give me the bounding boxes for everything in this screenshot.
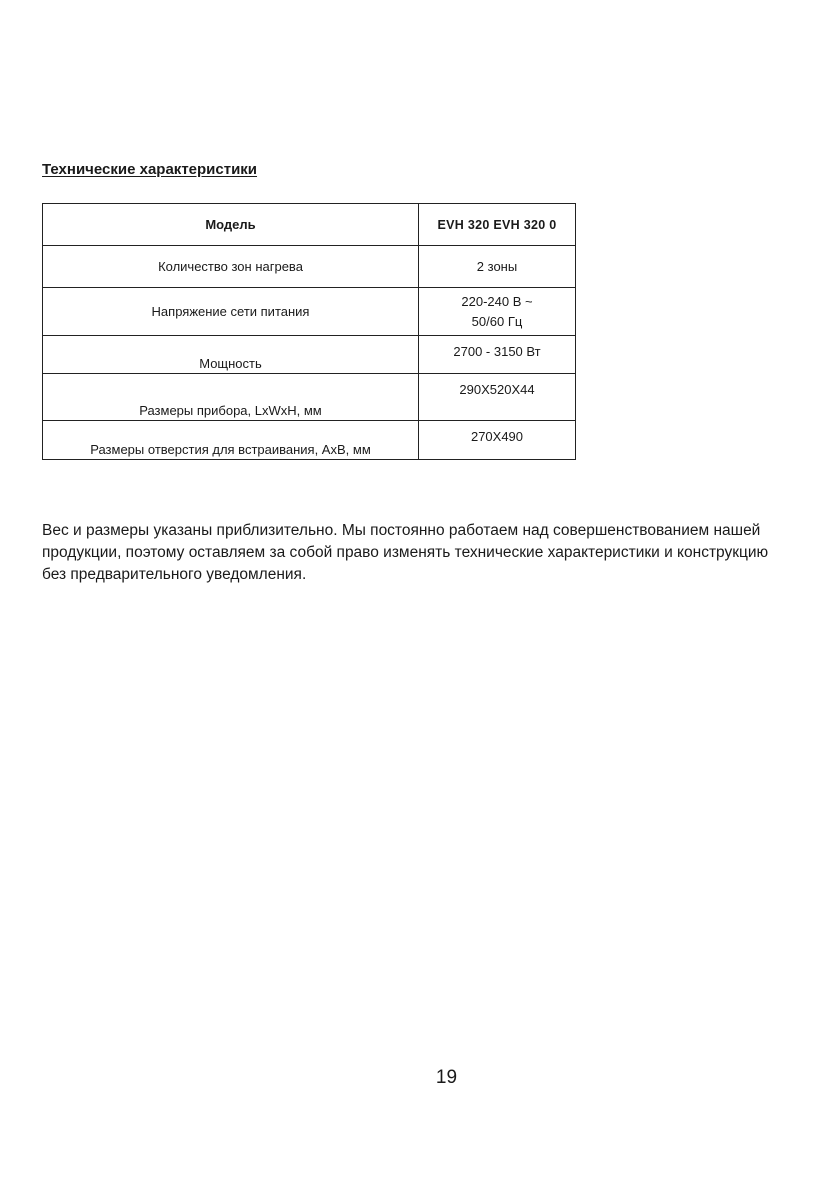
model-label: Модель: [43, 204, 419, 246]
row-value-zones: 2 зоны: [419, 246, 576, 288]
table-row: [43, 246, 576, 288]
table-header-row: [43, 204, 576, 246]
specifications-table: [42, 203, 576, 460]
table-row: [43, 288, 576, 336]
row-value-cutout: 270X490: [419, 421, 576, 460]
table-row: [43, 421, 576, 460]
row-value-power: 2700 - 3150 Вт: [419, 336, 576, 374]
row-label-dimensions: Размеры прибора, LxWxH, мм: [43, 374, 419, 421]
voltage-line: 220-240 В ~: [461, 293, 533, 309]
model-value: EVH 320 EVH 320 0: [419, 204, 576, 246]
row-value-dimensions: 290X520X44: [419, 374, 576, 421]
page-number: 19: [435, 1067, 458, 1088]
table-row: [43, 336, 576, 374]
table-row: [43, 374, 576, 421]
row-value-voltage: [419, 288, 576, 336]
row-label-cutout: Размеры отверстия для встраивания, AxB, мм: [43, 421, 419, 460]
row-label-voltage: Напряжение сети питания: [43, 288, 419, 336]
row-label-zones: Количество зон нагрева: [43, 246, 419, 288]
frequency-line: 50/60 Гц: [471, 313, 523, 329]
section-title: Технические характеристики: [42, 161, 258, 178]
row-label-power: Мощность: [43, 336, 419, 374]
disclaimer-note: Вес и размеры указаны приблизительно. Мы постоянно работаем над совершенствованием нашей продукции, поэтому оставляем за собой право изменять технические характеристики и конструкцию без предварительного уведомления.: [42, 521, 769, 583]
